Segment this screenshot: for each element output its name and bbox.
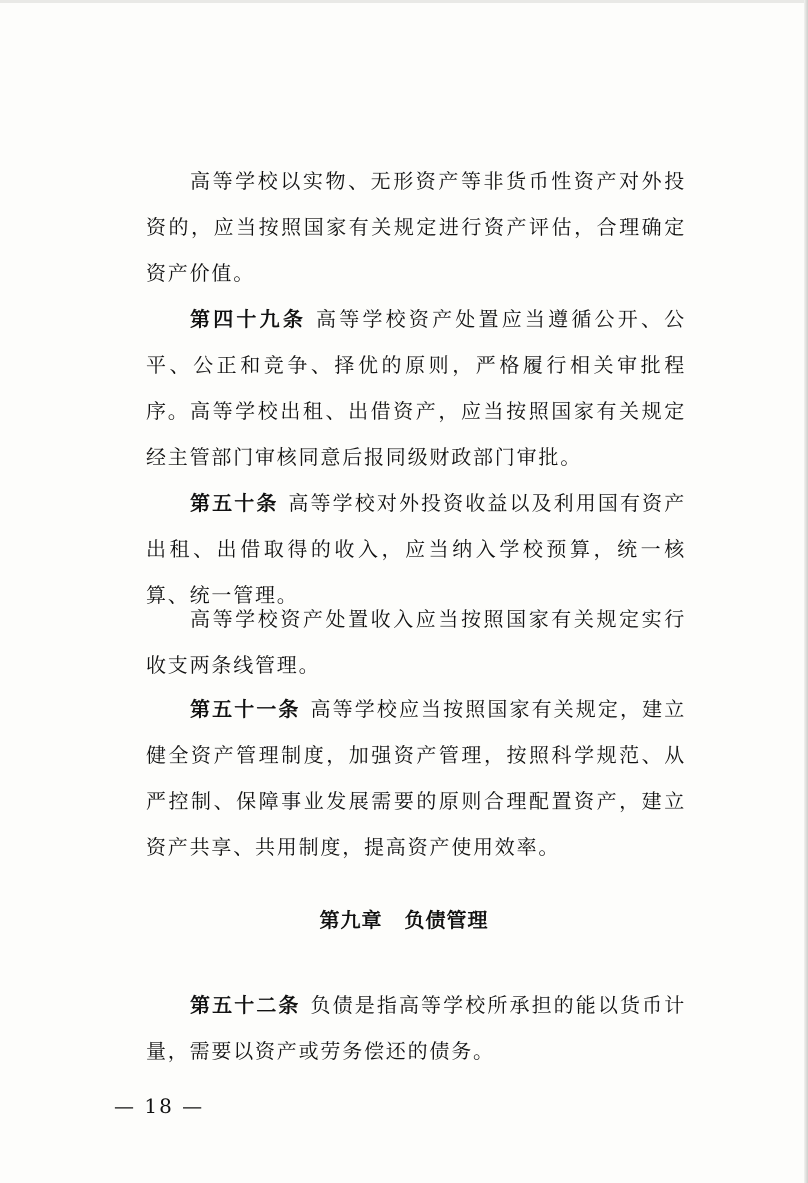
paragraph-text: 高等学校出租、出借资产，应当按照国家有关规定经主管部门审核同意后报同级财政部门审批。 bbox=[146, 399, 686, 469]
article-number: 第四十九条 bbox=[190, 307, 307, 331]
paragraph-text: 高等学校对外投资收益以及利用国有资产出租、出借取得的收入，应当纳入学校预算，统一核算、统一管理。 bbox=[146, 491, 686, 607]
paragraph-disposal-income bbox=[146, 596, 686, 688]
paragraph-non-monetary-investment bbox=[146, 158, 686, 296]
paragraph-text: 高等学校以实物、无形资产等非货币性资产对外投资的，应当按照国家有关规定进行资产评估，合理确定资产价值。 bbox=[146, 169, 686, 285]
page-number: — 18 — bbox=[114, 1094, 205, 1118]
paragraph-article-51 bbox=[146, 686, 686, 870]
chapter-title: 负债管理 bbox=[404, 908, 489, 932]
article-number: 第五十条 bbox=[190, 491, 279, 515]
paragraph-text: 负债是指高等学校所承担的能以货币计量，需要以资产或劳务偿还的债务。 bbox=[146, 993, 686, 1063]
paragraph-text: 高等学校资产处置应当遵循公开、公平、公正和竞争、择优的原则，严格履行相关审批程序。 bbox=[146, 307, 686, 423]
paragraph-text: 高等学校应当按照国家有关规定，建立健全资产管理制度，加强资产管理，按照科学规范、从严控制、保障事业发展需要的原则合理配置资产，建立资产共享、共用制度，提高资产使用效率。 bbox=[146, 697, 686, 859]
paragraph-article-52 bbox=[146, 982, 686, 1074]
chapter-heading bbox=[0, 904, 808, 933]
paragraph-lease-lend bbox=[146, 388, 686, 480]
scan-shadow-top bbox=[0, 0, 808, 3]
article-number: 第五十一条 bbox=[190, 697, 301, 721]
article-number: 第五十二条 bbox=[190, 993, 301, 1017]
scan-shadow-right bbox=[804, 0, 808, 1183]
paragraph-text: 高等学校资产处置收入应当按照国家有关规定实行收支两条线管理。 bbox=[146, 607, 686, 677]
chapter-number: 第九章 bbox=[319, 908, 383, 932]
